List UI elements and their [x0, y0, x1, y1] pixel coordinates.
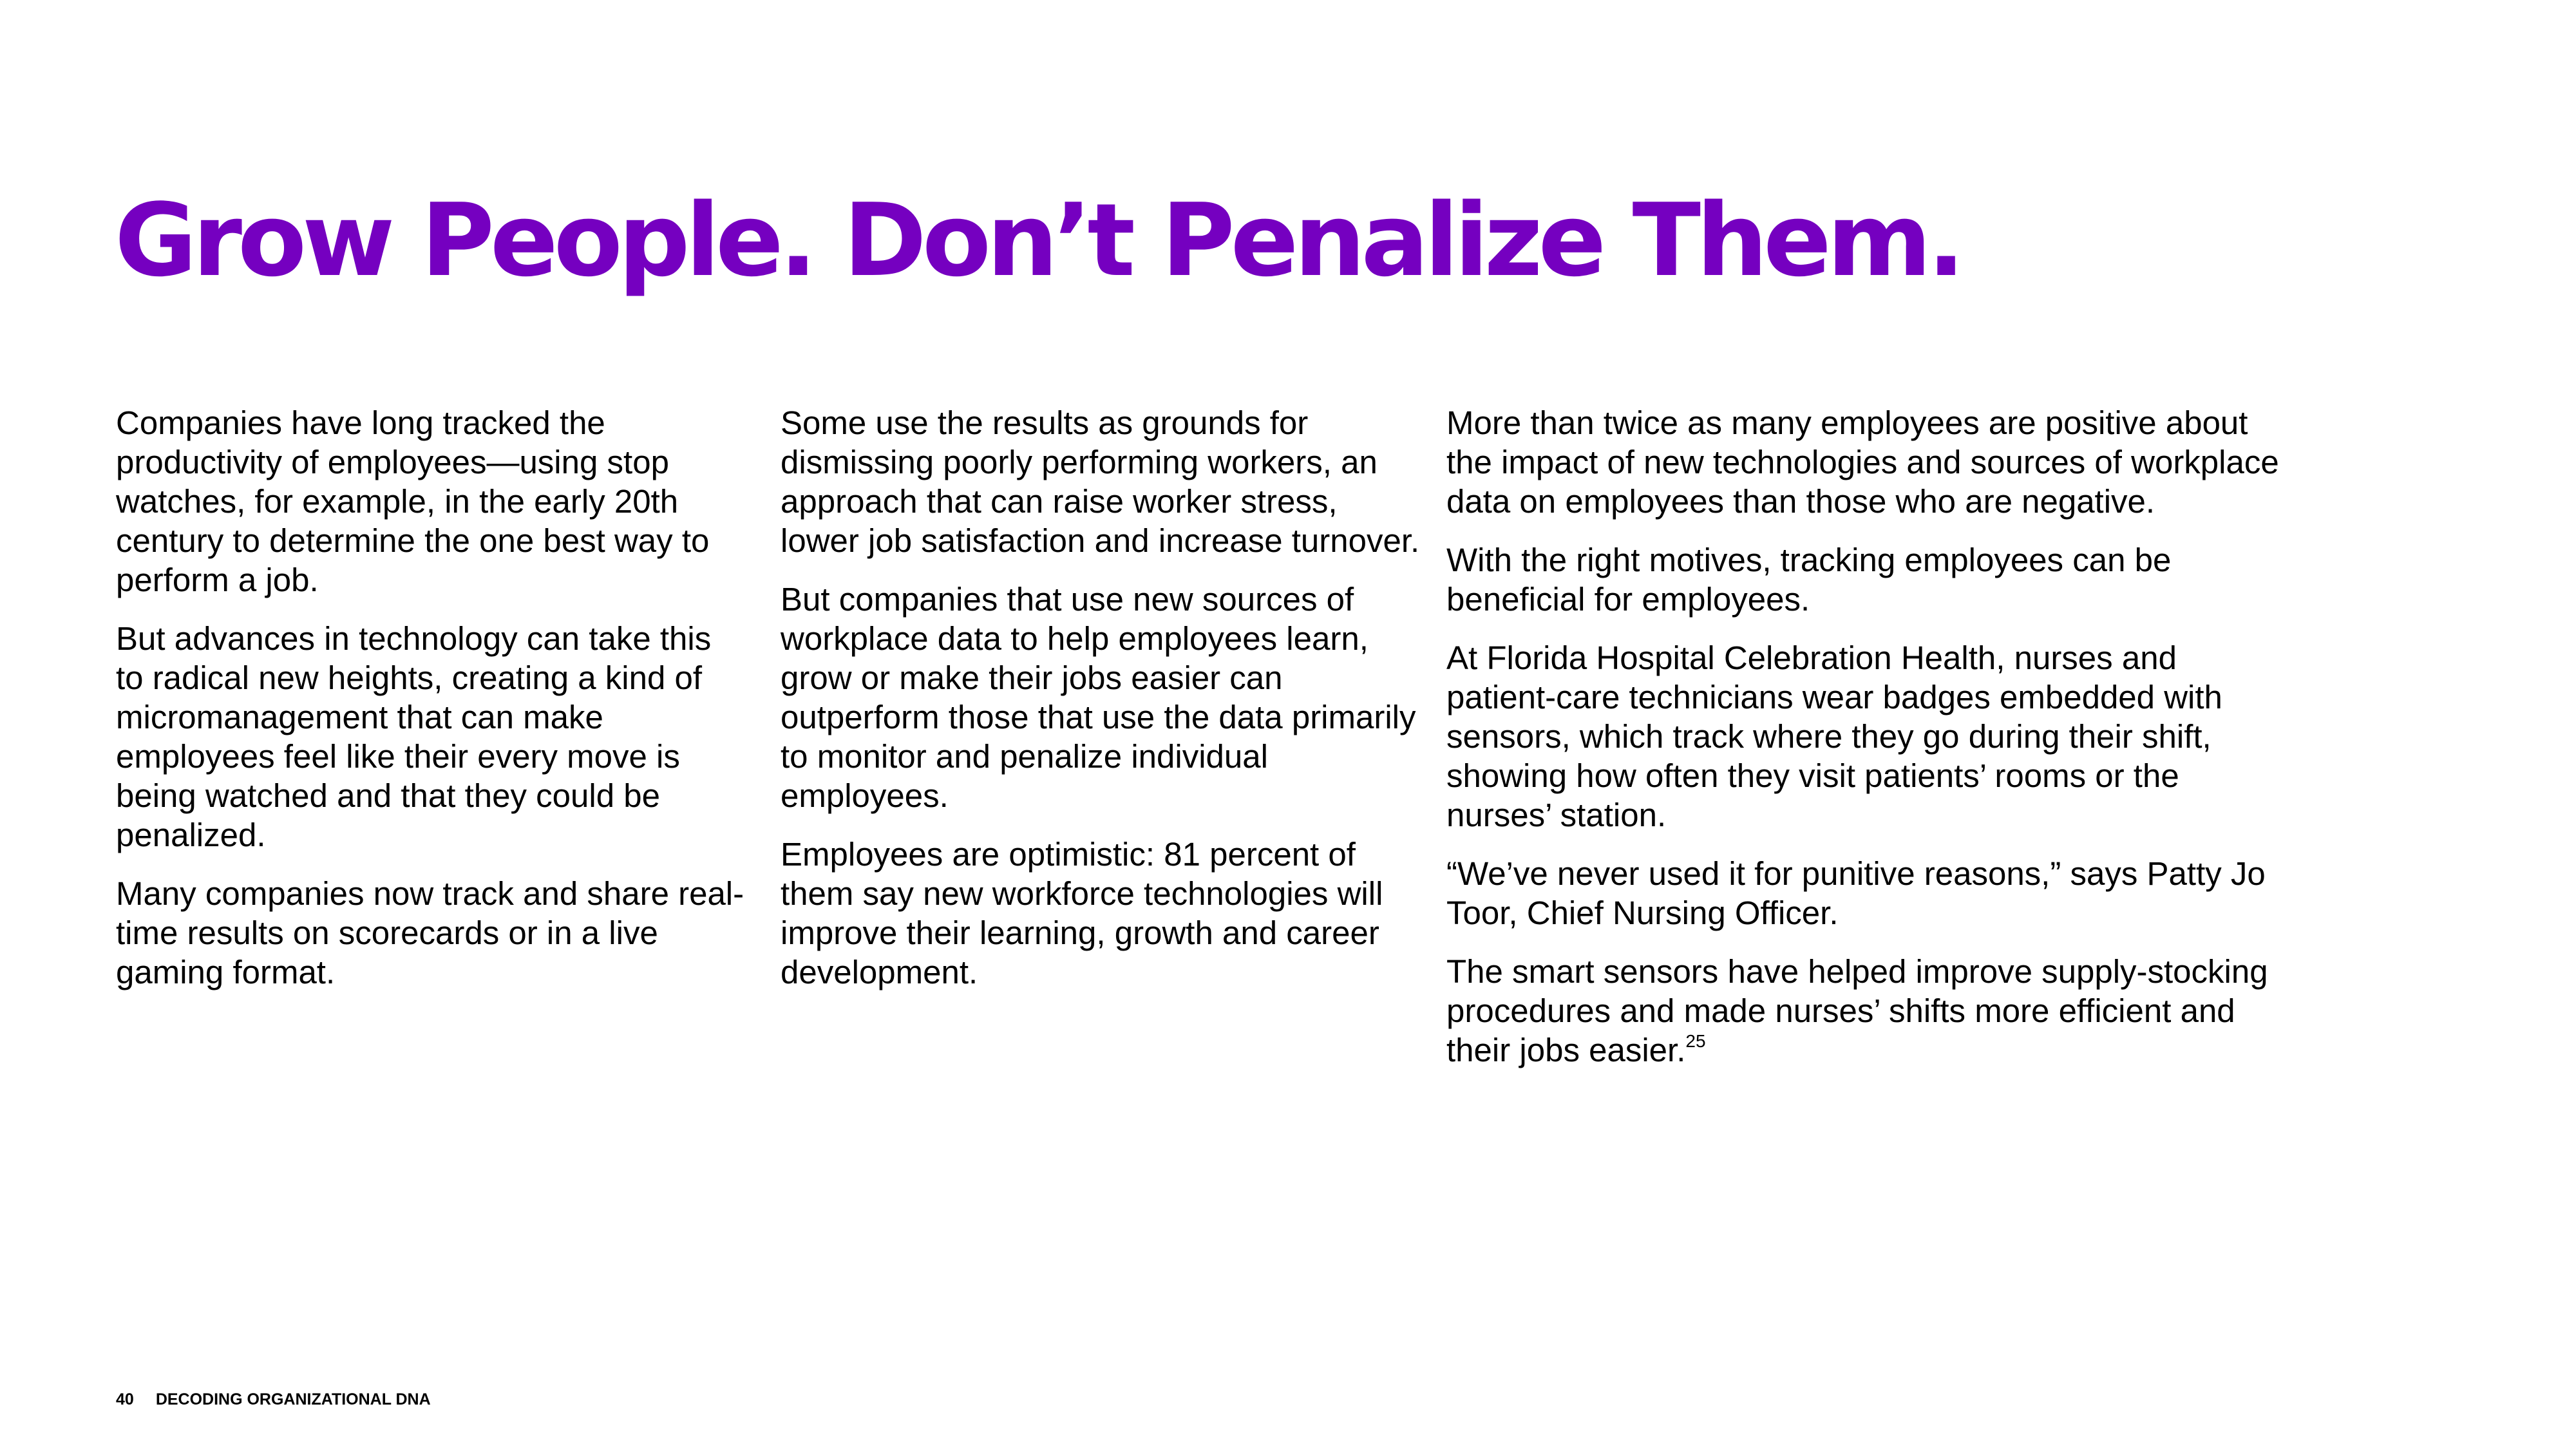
paragraph: More than twice as many employees are positive about the impact of new technologies and sources of workplace data on employees than those who are negative. [1446, 404, 2279, 520]
paragraph: But companies that use new sources of workplace data to help employees learn, grow or make their jobs easier can outperform those that use the data primarily to monitor and penalize individual employees. [781, 581, 1416, 814]
paragraph: With the right motives, tracking employees can be beneficial for employees. [1446, 542, 2172, 618]
paragraph: Companies have long tracked the productivity of employees—using stop watches, for example, in the early 20th century to determine the one best way to perform a job. [116, 404, 710, 598]
paragraph: At Florida Hospital Celebration Health, nurses and patient-care technicians wear badges embedded with sensors, which track where they go during their shift, showing how often they visit patients’ rooms or the nurses’ station. [1446, 639, 2222, 833]
paragraph: But advances in technology can take this to radical new heights, creating a kind of micromanagement that can make employees feel like their every move is being watched and that they could be penalized. [116, 620, 712, 853]
footnote-reference[interactable]: 25 [1685, 1031, 1706, 1051]
section-title: DECODING ORGANIZATIONAL DNA [155, 1390, 431, 1408]
text-column-2 [781, 403, 1425, 1011]
page-title: Grow People. Don’t Penalize Them. [115, 182, 1961, 299]
page-footer [116, 1390, 431, 1409]
page-number: 40 [116, 1390, 134, 1408]
text-column-1 [116, 403, 747, 1011]
paragraph-with-footnote [1446, 952, 2284, 1070]
paragraph: Employees are optimistic: 81 percent of them say new workforce technologies will improve their learning, growth and career development. [781, 836, 1383, 990]
paragraph: “We’ve never used it for punitive reasons,” says Patty Jo Toor, Chief Nursing Officer. [1446, 855, 2266, 931]
text-column-3 [1446, 403, 2284, 1089]
paragraph: Many companies now track and share real-time results on scorecards or in a live gaming format. [116, 875, 744, 990]
paragraph-text: The smart sensors have helped improve supply-stocking procedures and made nurses’ shifts more efficient and their jobs easier. [1446, 953, 2268, 1068]
paragraph: Some use the results as grounds for dismissing poorly performing workers, an approach that can raise worker stress, lower job satisfaction and increase turnover. [781, 404, 1420, 559]
